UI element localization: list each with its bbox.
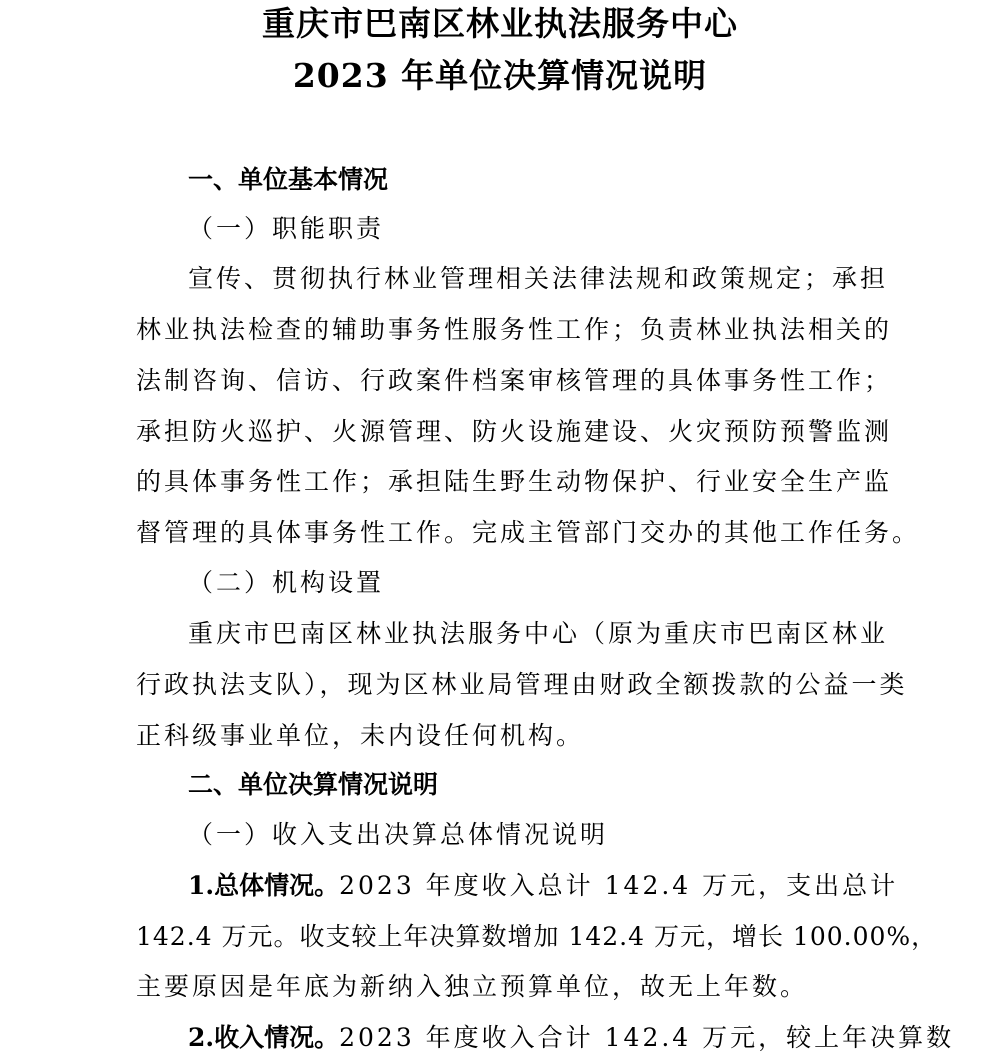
paragraph-line: 142.4 万元。收支较上年决算数增加 142.4 万元，增长 100.00%， xyxy=(136,922,938,951)
paragraph-line: 的具体事务性工作；承担陆生野生动物保护、行业安全生产监 xyxy=(136,467,893,496)
paragraph-line: 法制咨询、信访、行政案件档案审核管理的具体事务性工作； xyxy=(136,366,893,395)
paragraph-line: 督管理的具体事务性工作。完成主管部门交办的其他工作任务。 xyxy=(136,518,921,547)
paragraph-line: 承担防火巡护、火源管理、防火设施建设、火灾预防预警监测 xyxy=(136,417,893,446)
paragraph-line: 行政执法支队），现为区林业局管理由财政全额拨款的公益一类 xyxy=(136,670,908,699)
paragraph-line: 林业执法检查的辅助事务性服务性工作；负责林业执法相关的 xyxy=(136,315,893,344)
document-title-line-2: 2023 年单位决算情况说明 xyxy=(292,56,708,95)
item-1-text: 2023 年度收入总计 142.4 万元，支出总计 xyxy=(339,871,899,900)
section-1-sub-2-heading: （二）机构设置 xyxy=(188,568,385,597)
paragraph-line xyxy=(188,1021,954,1055)
section-1-sub-1-heading: （一）职能职责 xyxy=(188,214,385,243)
paragraph-line: 宣传、贯彻执行林业管理相关法律法规和政策规定；承担 xyxy=(188,264,889,293)
item-1-label: 1.总体情况。 xyxy=(188,871,340,900)
item-2-label: 2.收入情况。 xyxy=(188,1023,340,1052)
paragraph-line: 重庆市巴南区林业执法服务中心（原为重庆市巴南区林业 xyxy=(188,619,889,648)
paragraph-line: 正科级事业单位，未内设任何机构。 xyxy=(136,721,585,750)
document-title-line-1: 重庆市巴南区林业执法服务中心 xyxy=(262,4,738,43)
item-2-text: 2023 年度收入合计 142.4 万元，较上年决算数 xyxy=(339,1023,955,1052)
section-1-heading: 一、单位基本情况 xyxy=(188,165,389,194)
section-2-heading: 二、单位决算情况说明 xyxy=(188,770,439,799)
section-2-sub-1-heading: （一）收入支出决算总体情况说明 xyxy=(188,820,609,849)
paragraph-line: 主要原因是年底为新纳入独立预算单位，故无上年数。 xyxy=(136,972,809,1001)
paragraph-line xyxy=(188,869,898,903)
